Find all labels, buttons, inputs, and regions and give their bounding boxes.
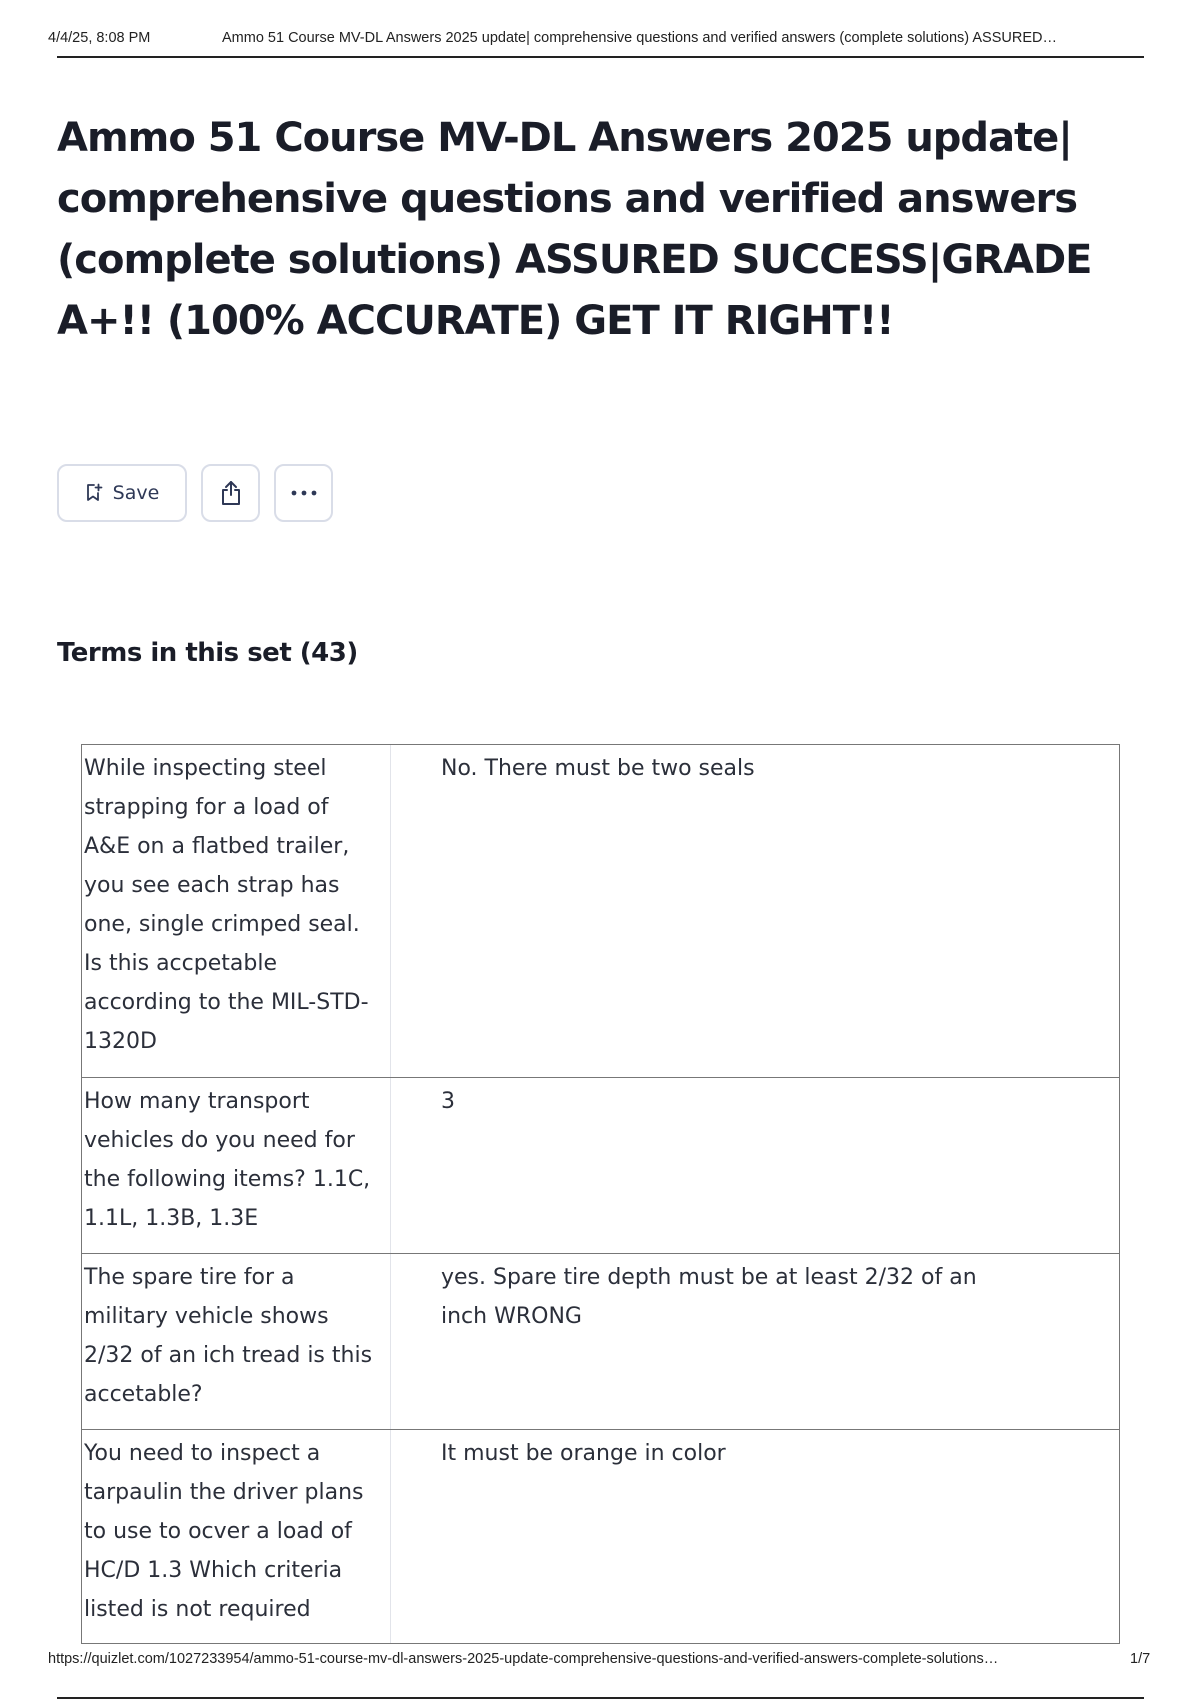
term-row[interactable] [82, 1429, 1119, 1643]
definition-cell [391, 1430, 1119, 1643]
print-url: https://quizlet.com/1027233954/ammo-51-course-mv-dl-answers-2025-update-comprehensive-questions-and-verified-answers-complete-solutions… [48, 1651, 999, 1667]
definition-cell [391, 1254, 1119, 1429]
header-divider [57, 56, 1144, 58]
page-title: Ammo 51 Course MV-DL Answers 2025 update| comprehensive questions and verified answers (complete solutions) ASSURED SUCCESS|GRADE A+!! (100% ACCURATE) GET IT RIGHT!! [57, 115, 1092, 344]
term-text: You need to inspect a tarpaulin the driver plans to use to ocver a load of HC/D 1.3 Which criteria listed is not required [84, 1441, 364, 1622]
term-text: The spare tire for a military vehicle shows 2/32 of an ich tread is this accetable? [84, 1265, 373, 1407]
term-text: How many transport vehicles do you need for the following items? 1.1C, 1.1L, 1.3B, 1.3E [84, 1089, 371, 1231]
more-horizontal-icon [291, 490, 317, 496]
share-button[interactable] [201, 464, 260, 522]
page-number: 1/7 [1130, 1651, 1151, 1667]
save-button-label: Save [112, 482, 160, 504]
term-row[interactable] [82, 1253, 1119, 1429]
bookmark-plus-icon [85, 483, 103, 503]
footer-divider [57, 1697, 1144, 1699]
definition-text: 3 [441, 1089, 455, 1114]
save-button[interactable] [57, 464, 187, 522]
terms-heading: Terms in this set (43) [57, 638, 358, 668]
share-icon [219, 480, 243, 506]
term-text: While inspecting steel strapping for a load of A&E on a flatbed trailer, you see each strap has one, single crimped seal. Is this accpetable according to the MIL-STD-1320D [84, 756, 369, 1054]
terms-table [81, 744, 1120, 1644]
definition-text: No. There must be two seals [441, 756, 755, 781]
definition-text: yes. Spare tire depth must be at least 2/32 of an inch WRONG [441, 1265, 977, 1329]
print-date: 4/4/25, 8:08 PM [48, 30, 151, 46]
definition-text: It must be orange in color [441, 1441, 726, 1466]
term-row[interactable] [82, 745, 1119, 1077]
term-row[interactable] [82, 1077, 1119, 1253]
more-options-button[interactable] [274, 464, 333, 522]
print-document-title: Ammo 51 Course MV-DL Answers 2025 update| comprehensive questions and verified answers (complete solutions) ASSURED… [222, 30, 1057, 46]
definition-cell [391, 1078, 1119, 1253]
definition-cell [391, 745, 1119, 1077]
